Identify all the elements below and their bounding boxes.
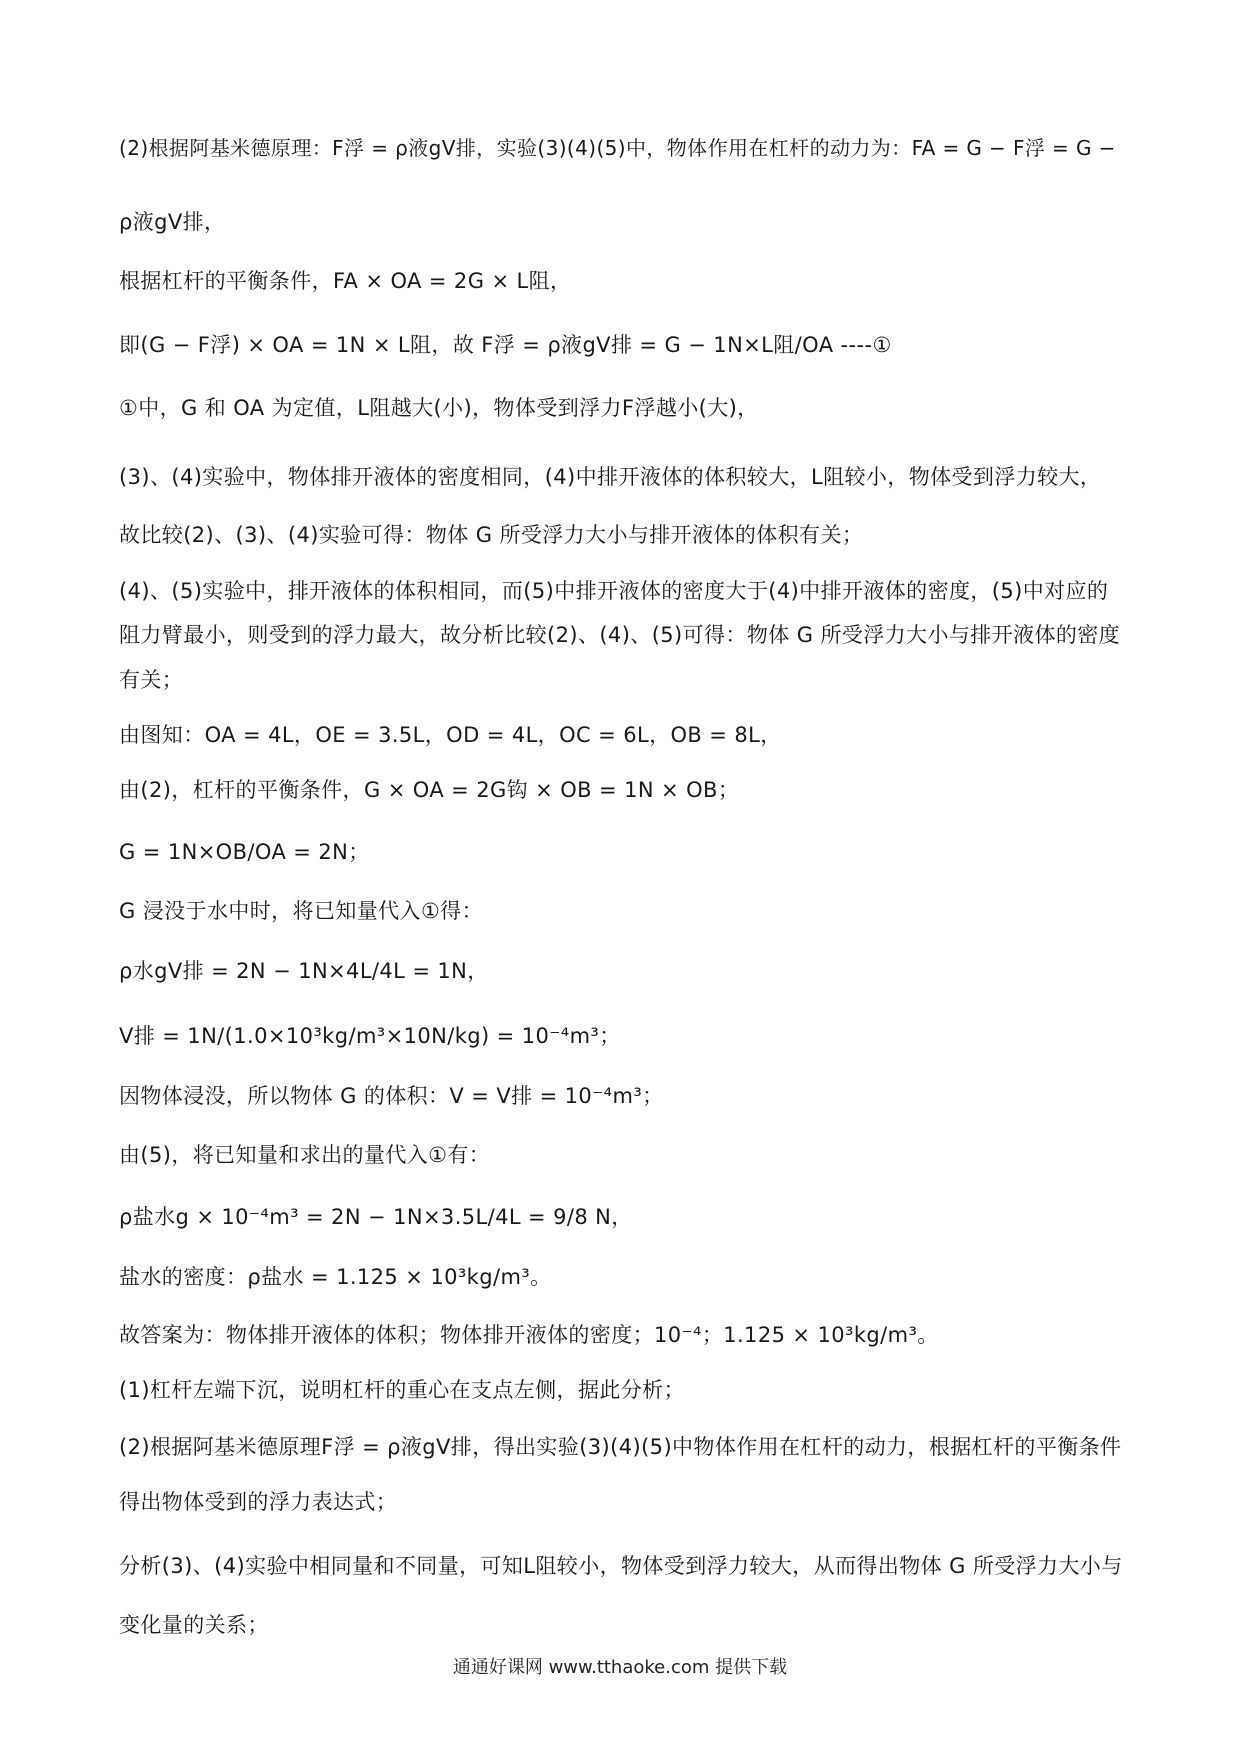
text-line: 得出物体受到的浮力表达式； bbox=[119, 1490, 398, 1514]
text-line: ρ盐水g × 10⁻⁴m³ = 2N − 1N×3.5L/4L = 9/8 N， bbox=[119, 1205, 633, 1229]
text-line: ρ水gV排 = 2N − 1N×4L/4L = 1N， bbox=[119, 959, 489, 983]
text-line: 有关； bbox=[119, 668, 184, 692]
text-line: 由(5)，将已知量和求出的量代入①有： bbox=[119, 1143, 491, 1167]
text-line: 分析(3)、(4)实验中相同量和不同量，可知L阻较小，物体受到浮力较大，从而得出物体 G 所受浮力大小与 bbox=[119, 1554, 1123, 1578]
text-line: 盐水的密度：ρ盐水 = 1.125 × 10³kg/m³。 bbox=[119, 1265, 552, 1289]
text-line: 故比较(2)、(3)、(4)实验可得：物体 G 所受浮力大小与排开液体的体积有关； bbox=[119, 523, 864, 547]
text-line: (2)根据阿基米德原理：F浮 = ρ液gV排，实验(3)(4)(5)中，物体作用在杠杆的动力为：FA = G − F浮 = G − bbox=[119, 136, 1116, 160]
text-line: (1)杠杆左端下沉，说明杠杆的重心在支点左侧，据此分析； bbox=[119, 1378, 685, 1402]
text-line: 变化量的关系； bbox=[119, 1613, 269, 1637]
text-line: ①中，G 和 OA 为定值，L阻越大(小)，物体受到浮力F浮越小(大)， bbox=[119, 396, 759, 420]
text-line: G 浸没于水中时，将已知量代入①得： bbox=[119, 899, 483, 923]
text-line: (3)、(4)实验中，物体排开液体的密度相同，(4)中排开液体的体积较大，L阻较小，物体受到浮力较大， bbox=[119, 465, 1102, 489]
text-line: G = 1N×OB/OA = 2N； bbox=[119, 840, 370, 864]
text-line: (2)根据阿基米德原理F浮 = ρ液gV排，得出实验(3)(4)(5)中物体作用在杠杆的动力，根据杠杆的平衡条件 bbox=[119, 1435, 1122, 1459]
text-line: 即(G − F浮) × OA = 1N × L阻，故 F浮 = ρ液gV排 = G − 1N×L阻/OA ----① bbox=[119, 333, 892, 357]
text-line: 阻力臂最小，则受到的浮力最大，故分析比较(2)、(4)、(5)可得：物体 G 所受浮力大小与排开液体的密度 bbox=[119, 623, 1121, 647]
text-line: 因物体浸没，所以物体 G 的体积：V = V排 = 10⁻⁴m³； bbox=[119, 1084, 664, 1108]
text-line: 根据杠杆的平衡条件，FA × OA = 2G × L阻， bbox=[119, 269, 572, 293]
text-line: (4)、(5)实验中，排开液体的体积相同，而(5)中排开液体的密度大于(4)中排开液体的密度，(5)中对应的 bbox=[119, 579, 1109, 603]
page-footer: 通通好课网 www.tthaoke.com 提供下载 bbox=[452, 1657, 788, 1678]
text-line: 故答案为：物体排开液体的体积；物体排开液体的密度；10⁻⁴；1.125 × 10³kg/m³。 bbox=[119, 1323, 939, 1347]
text-line: V排 = 1N/(1.0×10³kg/m³×10N/kg) = 10⁻⁴m³； bbox=[119, 1024, 621, 1048]
text-line: 由图知：OA = 4L，OE = 3.5L，OD = 4L，OC = 6L，OB = 8L， bbox=[119, 723, 782, 747]
text-line: ρ液gV排， bbox=[119, 210, 226, 234]
text-line: 由(2)，杠杆的平衡条件，G × OA = 2G钩 × OB = 1N × OB； bbox=[119, 778, 740, 802]
